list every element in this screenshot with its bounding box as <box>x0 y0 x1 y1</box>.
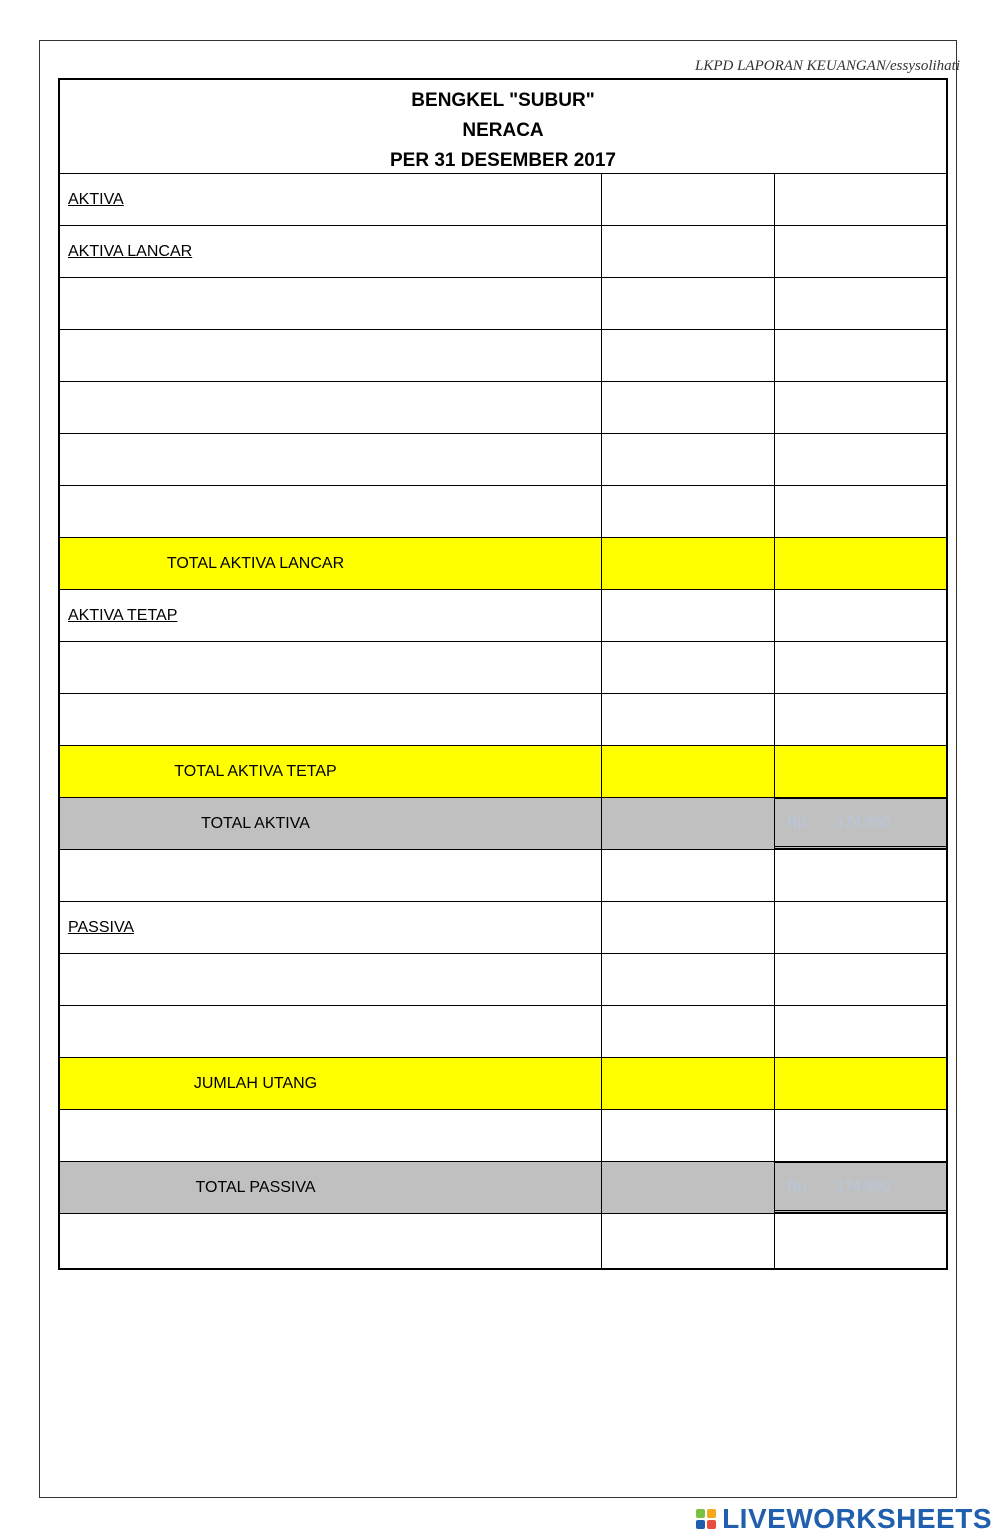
row-detail-cell <box>602 798 775 849</box>
liveworksheets-logo-icon <box>696 1509 716 1529</box>
table-row <box>60 1006 946 1058</box>
table-row <box>60 382 946 434</box>
row-total-cell[interactable] <box>775 486 946 537</box>
row-detail-cell[interactable] <box>602 1214 775 1268</box>
row-label-input[interactable] <box>60 1006 602 1057</box>
row-total-passiva <box>60 1162 946 1214</box>
company-name: BENGKEL "SUBUR" <box>411 90 595 111</box>
row-total-cell[interactable] <box>775 746 946 797</box>
row-detail-cell[interactable] <box>602 1006 775 1057</box>
row-detail-cell[interactable] <box>602 850 775 901</box>
row-label: JUMLAH UTANG <box>60 1058 602 1109</box>
row-total-cell[interactable] <box>775 642 946 693</box>
row-label: AKTIVA LANCAR <box>60 226 602 277</box>
row-label: PASSIVA <box>60 902 602 953</box>
row-aktiva-lancar-heading <box>60 226 946 278</box>
row-detail-cell[interactable] <box>602 382 775 433</box>
table-row <box>60 434 946 486</box>
table-row <box>60 1214 946 1268</box>
total-passiva-value <box>775 1162 946 1213</box>
row-total-cell[interactable] <box>775 382 946 433</box>
report-period: PER 31 DESEMBER 2017 <box>390 150 616 171</box>
table-row <box>60 954 946 1006</box>
row-total-cell[interactable] <box>775 434 946 485</box>
row-label-input[interactable] <box>60 694 602 745</box>
balance-sheet-table <box>58 78 948 1270</box>
row-detail-cell[interactable] <box>602 1058 775 1109</box>
report-title: NERACA <box>462 120 544 141</box>
row-total-aktiva <box>60 798 946 850</box>
row-total-cell[interactable] <box>775 174 946 225</box>
row-detail-cell[interactable] <box>602 642 775 693</box>
row-detail-cell[interactable] <box>602 226 775 277</box>
row-label-input[interactable] <box>60 1214 602 1268</box>
row-label-input[interactable] <box>60 1110 602 1161</box>
row-total-cell[interactable] <box>775 954 946 1005</box>
title-block <box>60 80 946 174</box>
liveworksheets-logo[interactable] <box>696 1503 992 1535</box>
row-label-input[interactable] <box>60 486 602 537</box>
row-total-cell[interactable] <box>775 850 946 901</box>
row-total-cell[interactable] <box>775 1214 946 1268</box>
row-label-input[interactable] <box>60 850 602 901</box>
table-row <box>60 850 946 902</box>
table-row <box>60 486 946 538</box>
row-label: AKTIVA <box>60 174 602 225</box>
row-detail-cell[interactable] <box>602 330 775 381</box>
row-passiva-heading <box>60 902 946 954</box>
row-detail-cell[interactable] <box>602 954 775 1005</box>
row-total-cell[interactable] <box>775 590 946 641</box>
row-total-cell[interactable] <box>775 1006 946 1057</box>
row-detail-cell[interactable] <box>602 278 775 329</box>
row-label: TOTAL PASSIVA <box>60 1162 602 1213</box>
amount-value: 174.950 <box>836 814 891 831</box>
row-detail-cell[interactable] <box>602 694 775 745</box>
row-total-cell[interactable] <box>775 330 946 381</box>
table-row <box>60 1110 946 1162</box>
row-total-cell[interactable] <box>775 278 946 329</box>
row-detail-cell[interactable] <box>602 746 775 797</box>
row-label: AKTIVA TETAP <box>60 590 602 641</box>
row-aktiva-heading <box>60 174 946 226</box>
row-label-input[interactable] <box>60 382 602 433</box>
row-label-input[interactable] <box>60 642 602 693</box>
row-detail-cell[interactable] <box>602 486 775 537</box>
row-label: TOTAL AKTIVA LANCAR <box>60 538 602 589</box>
currency-label: Rp <box>787 814 807 831</box>
row-total-cell[interactable] <box>775 226 946 277</box>
currency-label: Rp <box>787 1178 807 1195</box>
row-total-cell[interactable] <box>775 1110 946 1161</box>
row-total-aktiva-tetap <box>60 746 946 798</box>
row-total-cell[interactable] <box>775 694 946 745</box>
row-total-cell[interactable] <box>775 1058 946 1109</box>
row-detail-cell[interactable] <box>602 1110 775 1161</box>
row-detail-cell[interactable] <box>602 590 775 641</box>
row-total-cell[interactable] <box>775 538 946 589</box>
table-row <box>60 694 946 746</box>
row-detail-cell[interactable] <box>602 538 775 589</box>
row-detail-cell[interactable] <box>602 174 775 225</box>
row-jumlah-utang <box>60 1058 946 1110</box>
row-label-input[interactable] <box>60 434 602 485</box>
amount-value: 174.950 <box>836 1178 891 1195</box>
row-label-input[interactable] <box>60 330 602 381</box>
table-row <box>60 642 946 694</box>
row-total-aktiva-lancar <box>60 538 946 590</box>
row-detail-cell <box>602 1162 775 1213</box>
row-total-cell[interactable] <box>775 902 946 953</box>
table-row <box>60 278 946 330</box>
total-aktiva-value <box>775 798 946 849</box>
document-watermark: LKPD LAPORAN KEUANGAN/essysolihati <box>694 58 960 74</box>
row-label: TOTAL AKTIVA <box>60 798 602 849</box>
row-detail-cell[interactable] <box>602 902 775 953</box>
table-row <box>60 330 946 382</box>
row-label-input[interactable] <box>60 278 602 329</box>
row-detail-cell[interactable] <box>602 434 775 485</box>
row-label-input[interactable] <box>60 954 602 1005</box>
brand-name: LIVEWORKSHEETS <box>722 1503 992 1534</box>
row-aktiva-tetap-heading <box>60 590 946 642</box>
row-label: TOTAL AKTIVA TETAP <box>60 746 602 797</box>
